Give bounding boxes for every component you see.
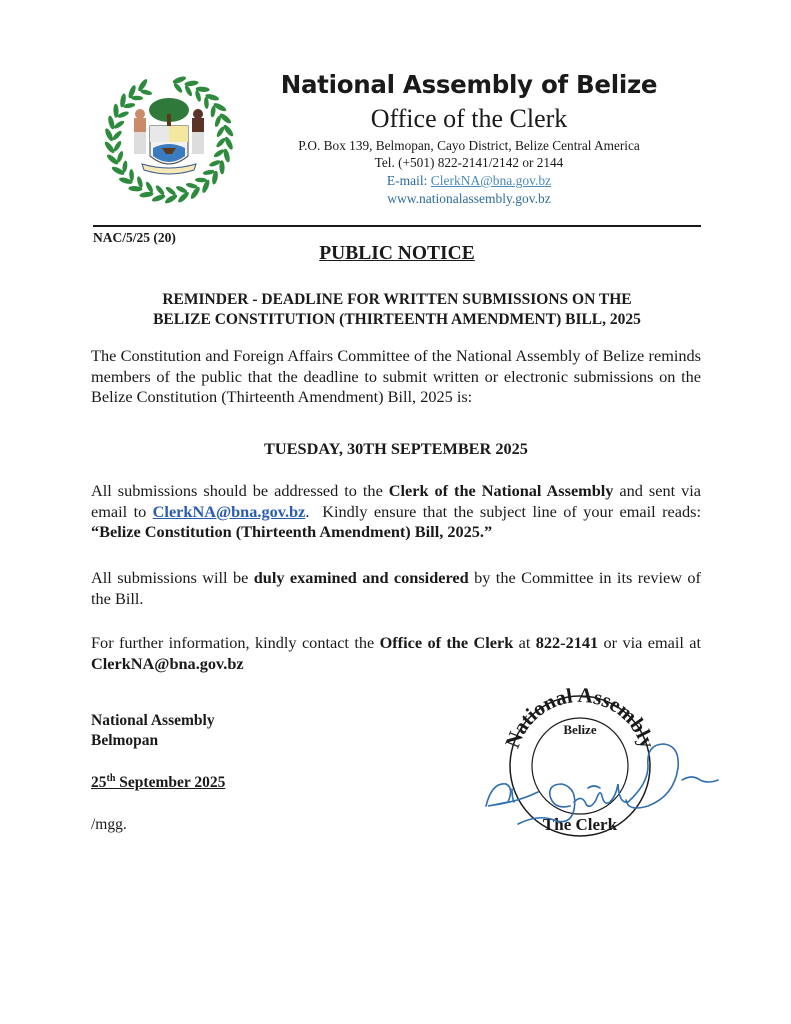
- phone-number: 822-2141: [535, 633, 599, 652]
- bold-text: duly examined and considered: [253, 568, 469, 587]
- laurel-leaf: [165, 185, 177, 196]
- subject-line-2: BELIZE CONSTITUTION (THIRTEENTH AMENDMENT) BILL, 2025: [153, 311, 641, 328]
- stamp-center-text: Belize: [563, 722, 597, 737]
- text: at: [513, 633, 536, 652]
- laurel-leaf: [204, 97, 209, 109]
- organization-title: National Assembly of Belize: [280, 70, 658, 99]
- notice-title-text: PUBLIC NOTICE: [319, 243, 475, 264]
- laurel-leaf: [145, 181, 155, 194]
- paragraph-intro: The Constitution and Foreign Affairs Committee of the National Assembly of Belize reminds members of the public that the deadline to submit written or electronic submissions on the Belize Constitution (Thirteenth Amendment) Bill, 2025 is:: [91, 346, 701, 406]
- paragraph-contact: [91, 633, 701, 674]
- laurel-leaf: [103, 140, 116, 154]
- subject-line-text: “Belize Constitution (Thirteenth Amendment) Bill, 2025.”: [91, 522, 493, 541]
- typist-initials: /mgg.: [91, 816, 127, 833]
- notice-subject: [93, 290, 701, 330]
- date-day: 25: [91, 774, 107, 791]
- stamp-bottom-text: The Clerk: [542, 815, 618, 834]
- laurel-leaf: [215, 137, 227, 149]
- laurel-leaf: [131, 95, 143, 100]
- signoff-location: Belmopan: [91, 732, 159, 749]
- signoff-organization: National Assembly: [91, 712, 215, 729]
- bold-text: Clerk of the National Assembly: [388, 481, 614, 500]
- laurel-leaf: [223, 136, 234, 151]
- website-link[interactable]: www.nationalassembly.gov.bz: [387, 191, 551, 206]
- laurel-leaf: [113, 119, 126, 130]
- postal-address: P.O. Box 139, Belmopan, Cayo District, Belize Central America: [298, 138, 640, 153]
- stamp-top-text: National Assembly: [500, 684, 660, 752]
- handwritten-signature: [486, 744, 718, 824]
- bold-text: Office of the Clerk: [379, 633, 514, 652]
- laurel-leaf: [222, 123, 235, 137]
- laurel-leaf: [154, 184, 165, 196]
- text: by the Committee in its review of the Bill.: [91, 568, 701, 608]
- paragraph-review: [91, 568, 701, 609]
- text: and sent via email to: [91, 481, 701, 521]
- laurel-leaf: [112, 140, 122, 153]
- submission-email-link[interactable]: ClerkNA@bna.gov.bz: [152, 501, 306, 521]
- date-rest: September 2025: [115, 774, 226, 791]
- laurel-leaf: [215, 125, 225, 138]
- laurel-leaf: [184, 84, 194, 97]
- email-label: E-mail:: [386, 173, 428, 188]
- contact-email: ClerkNA@bna.gov.bz: [91, 653, 244, 673]
- official-stamp: [478, 684, 728, 844]
- laurel-leaf: [111, 129, 123, 141]
- reference-number: NAC/5/25 (20): [93, 230, 176, 245]
- laurel-leaf: [195, 177, 207, 182]
- text: or via email at: [598, 633, 702, 652]
- telephone: Tel. (+501) 822-2141/2142 or 2144: [374, 155, 564, 170]
- text: . Kindly ensure that the subject line of your email reads:: [305, 501, 706, 521]
- subject-line-1: REMINDER - DEADLINE FOR WRITTEN SUBMISSIONS ON THE: [162, 291, 632, 308]
- laurel-leaf: [172, 82, 183, 94]
- header-email-link[interactable]: ClerkNA@bna.gov.bz: [430, 173, 552, 188]
- issue-date: [91, 773, 225, 792]
- deadline-date: TUESDAY, 30TH SEPTEMBER 2025: [264, 439, 528, 458]
- notice-title: [93, 243, 701, 265]
- laurel-leaf: [164, 193, 179, 205]
- laurel-leaf: [129, 169, 134, 181]
- paragraph-submission: [91, 481, 706, 543]
- office-name: Office of the Clerk: [370, 104, 568, 133]
- text: For further information, kindly contact the: [91, 633, 380, 652]
- header-email-line: [262, 173, 676, 189]
- date-suffix: th: [106, 773, 116, 784]
- laurel-leaf: [104, 127, 115, 142]
- text: All submissions will be: [91, 568, 254, 587]
- belize-coat-of-arms-icon: [98, 68, 240, 210]
- header-divider: [93, 225, 701, 227]
- text: All submissions should be addressed to the: [91, 481, 389, 500]
- laurel-leaf: [213, 148, 226, 159]
